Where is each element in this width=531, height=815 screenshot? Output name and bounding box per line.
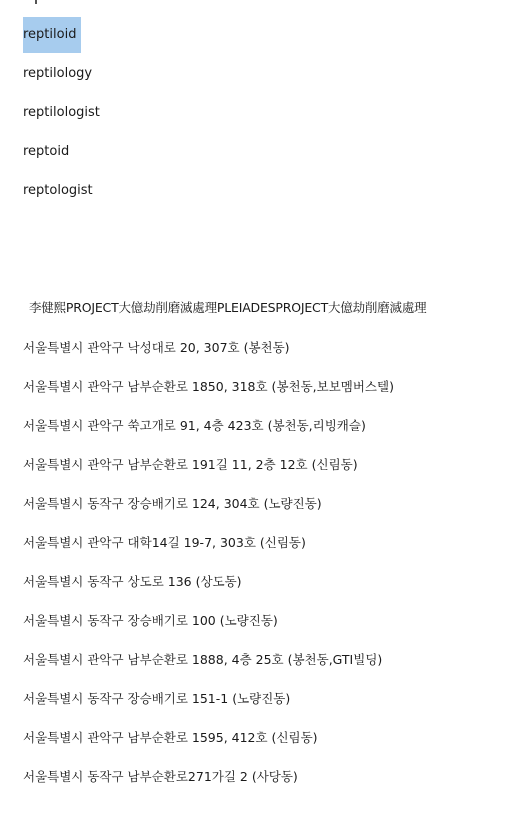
address-line: 서울특별시 관악구 남부순환로 1595, 412호 (신림동): [23, 730, 318, 745]
address-line: 서울특별시 관악구 대학14길 19-7, 303호 (신림동): [23, 535, 306, 550]
word-item-reptiloid[interactable]: reptiloid: [23, 17, 81, 53]
cursor-tick-mark: [35, 0, 37, 4]
address-line: 서울특별시 관악구 쑥고개로 91, 4층 423호 (봉천동,리빙캐슬): [23, 418, 366, 433]
address-line: 서울특별시 관악구 남부순환로 1850, 318호 (봉천동,보보멤버스텔): [23, 379, 394, 394]
address-line: 서울특별시 관악구 낙성대로 20, 307호 (봉천동): [23, 340, 290, 355]
word-item-reptologist[interactable]: reptologist: [23, 183, 93, 198]
word-item-reptoid[interactable]: reptoid: [23, 144, 70, 159]
word-item-reptilologist[interactable]: reptilologist: [23, 105, 100, 120]
address-line: 서울특별시 관악구 남부순환로 1888, 4층 25호 (봉천동,GTI빌딩): [23, 652, 383, 667]
address-line: 서울특별시 동작구 남부순환로271가길 2 (사당동): [23, 769, 298, 784]
address-line: 서울특별시 동작구 상도로 136 (상도동): [23, 574, 242, 589]
address-line: 서울특별시 관악구 남부순환로 191길 11, 2층 12호 (신림동): [23, 457, 358, 472]
address-line: 서울특별시 동작구 장승배기로 124, 304호 (노량진동): [23, 496, 322, 511]
address-line: 서울특별시 동작구 장승배기로 100 (노량진동): [23, 613, 278, 628]
heading-line: 李健熙PROJECT大億劫削磨滅處理PLEIADESPROJECT大億劫削磨滅處理: [29, 300, 427, 315]
word-item-reptilology[interactable]: reptilology: [23, 66, 93, 81]
address-line: 서울특별시 동작구 장승배기로 151-1 (노량진동): [23, 691, 291, 706]
